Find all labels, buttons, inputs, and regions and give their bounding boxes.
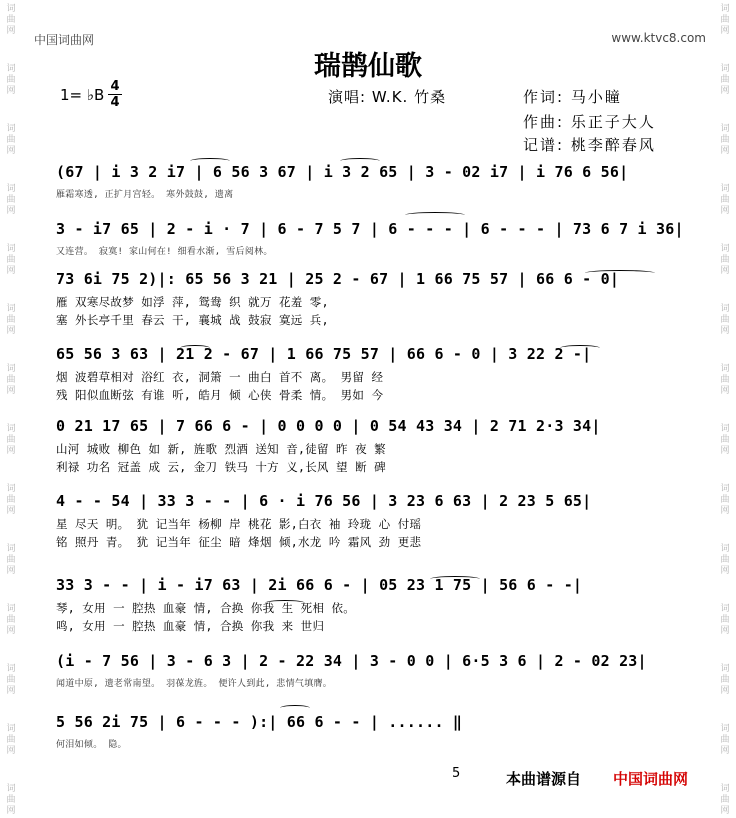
- watermark-char: 网: [6, 806, 16, 816]
- watermark-char: 词: [720, 664, 730, 674]
- lyric-line: 星 尽天 明。 犹 记当年 杨柳 岸 桃花 影,白衣 袖 玲珑 心 付瑶: [56, 517, 422, 531]
- slur-mark: [430, 576, 480, 582]
- watermark-char: 网: [720, 506, 730, 516]
- watermark-char: 曲: [720, 435, 730, 445]
- watermark-char: 网: [720, 266, 730, 276]
- time-signature: [108, 80, 122, 109]
- watermark-char: 曲: [6, 255, 16, 265]
- watermark-char: 网: [720, 626, 730, 636]
- watermark-char: 网: [720, 206, 730, 216]
- time-signature-bottom: 4: [110, 95, 120, 110]
- watermark-char: 网: [6, 626, 16, 636]
- watermark-char: 曲: [6, 435, 16, 445]
- watermark-char: 网: [720, 26, 730, 36]
- watermark-char: 词: [6, 124, 16, 134]
- watermark-char: 曲: [720, 795, 730, 805]
- watermark-char: 曲: [6, 15, 16, 25]
- watermark-char: 曲: [720, 555, 730, 565]
- watermark-char: 网: [720, 566, 730, 576]
- watermark-char: 曲: [720, 15, 730, 25]
- lyric-line: 闻道中原, 遗老常南望。 羽葆龙旌。 便许人到此, 悲情气填膺。: [56, 679, 333, 689]
- page-number: 5: [452, 766, 461, 781]
- watermark-char: 网: [6, 266, 16, 276]
- watermark-char: 词: [6, 64, 16, 74]
- watermark-char: 词: [720, 64, 730, 74]
- watermark-char: 网: [6, 26, 16, 36]
- watermark-char: 词: [6, 664, 16, 674]
- watermark-char: 词: [6, 724, 16, 734]
- watermark-char: 词: [6, 364, 16, 374]
- watermark-char: 词: [720, 424, 730, 434]
- site-url-right: www.ktvc8.com: [611, 31, 706, 45]
- source-site-link[interactable]: 中国词曲网: [613, 770, 689, 788]
- lyric-line: 铭 照丹 青。 犹 记当年 征尘 暗 烽烟 倾,水龙 吟 霜风 劲 更悲: [56, 535, 422, 549]
- score-notes-line: 3 - i7 65 | 2 - i · 7 | 6 - 7 5 7 | 6 - - - | 6 - - - | 73 6 7 i 36|: [56, 220, 684, 238]
- lyricist-credit: 作词: 马小瞳: [523, 88, 622, 106]
- lyric-line: 山河 城败 柳色 如 新, 旌歌 烈酒 送知 音,徒留 昨 夜 繁: [56, 442, 386, 456]
- watermark-char: 词: [6, 244, 16, 254]
- lyric-line: 雁霜寒透, 正扩月宫轻。 寒外鼓鼓, 遗离: [56, 190, 234, 200]
- watermark-char: 曲: [720, 195, 730, 205]
- source-label: 本曲谱源自: [506, 770, 582, 788]
- lyric-line: 琴, 女用 一 腔热 血豪 情, 合换 你我 生 死相 依。: [56, 601, 356, 615]
- watermark-char: 曲: [6, 195, 16, 205]
- watermark-char: 网: [6, 86, 16, 96]
- score-notes-line: 73 6i 75 2)|: 65 56 3 21 | 25 2 - 67 | 1 66 75 57 | 66 6 - 0|: [56, 270, 620, 288]
- slur-mark: [280, 705, 310, 711]
- watermark-char: 曲: [6, 75, 16, 85]
- watermark-char: 词: [720, 604, 730, 614]
- singer-credit: 演唱: W.K. 竹桑: [328, 88, 447, 106]
- lyric-line: 雁 双寒尽故梦 如浮 萍, 鸳鸯 织 就万 花羞 零,: [56, 295, 329, 309]
- slur-mark: [560, 345, 600, 351]
- watermark-char: 网: [6, 326, 16, 336]
- score-notes-line: 33 3 - - | i - i7 63 | 2i 66 6 - | 05 23 1 75 | 56 6 - -|: [56, 576, 583, 594]
- slur-mark: [405, 212, 465, 218]
- watermark-char: 网: [720, 86, 730, 96]
- watermark-char: 网: [720, 686, 730, 696]
- watermark-char: 曲: [720, 735, 730, 745]
- watermark-char: 网: [6, 386, 16, 396]
- watermark-char: 词: [720, 484, 730, 494]
- watermark-char: 曲: [6, 315, 16, 325]
- watermark-char: 曲: [720, 135, 730, 145]
- watermark-char: 网: [720, 446, 730, 456]
- lyric-line: 烟 波碧草相对 浴红 衣, 洞箫 一 曲白 首不 离。 男留 经: [56, 370, 384, 384]
- lyric-line: 又连营。 寂寞! 家山何在! 细看水渐, 雪后阅林。: [56, 247, 273, 257]
- watermark-char: 网: [6, 686, 16, 696]
- watermark-char: 词: [6, 604, 16, 614]
- watermark-char: 曲: [720, 615, 730, 625]
- watermark-char: 网: [720, 806, 730, 816]
- score-notes-line: 4 - - 54 | 33 3 - - | 6 · i 76 56 | 3 23 6 63 | 2 23 5 65|: [56, 492, 592, 510]
- right-watermark-strip: [714, 0, 736, 818]
- slur-mark: [585, 270, 655, 276]
- watermark-char: 网: [6, 206, 16, 216]
- lyric-line: 鸣, 女用 一 腔热 血豪 情, 合换 你我 来 世归: [56, 619, 325, 633]
- watermark-char: 网: [720, 146, 730, 156]
- watermark-char: 词: [720, 244, 730, 254]
- watermark-char: 词: [720, 4, 730, 14]
- watermark-char: 曲: [720, 75, 730, 85]
- watermark-char: 词: [720, 304, 730, 314]
- score-notes-line: 65 56 3 63 | 21 2 - 67 | 1 66 75 57 | 66 6 - 0 | 3 22 2 -|: [56, 345, 592, 363]
- watermark-char: 曲: [6, 495, 16, 505]
- composer-credit: 作曲: 乐正子大人: [523, 113, 656, 131]
- score-notes-line: 5 56 2i 75 | 6 - - - ):| 66 6 - - | ...... ‖: [56, 713, 463, 731]
- watermark-char: 词: [6, 4, 16, 14]
- score-notes-line: (i - 7 56 | 3 - 6 3 | 2 - 22 34 | 3 - 0 0 | 6·5 3 6 | 2 - 02 23|: [56, 652, 647, 670]
- watermark-char: 曲: [6, 555, 16, 565]
- watermark-char: 词: [6, 544, 16, 554]
- left-watermark-strip: [0, 0, 22, 818]
- watermark-char: 词: [6, 484, 16, 494]
- watermark-char: 网: [6, 146, 16, 156]
- watermark-char: 曲: [720, 495, 730, 505]
- watermark-char: 词: [720, 364, 730, 374]
- time-signature-top: 4: [110, 79, 120, 94]
- watermark-char: 曲: [6, 795, 16, 805]
- watermark-char: 词: [6, 424, 16, 434]
- key-signature: 1= ♭B: [60, 86, 105, 104]
- score-notes-line: 0 21 17 65 | 7 66 6 - | 0 0 0 0 | 0 54 43 34 | 2 71 2·3 34|: [56, 417, 601, 435]
- watermark-char: 曲: [6, 135, 16, 145]
- watermark-char: 曲: [720, 375, 730, 385]
- watermark-char: 曲: [720, 255, 730, 265]
- watermark-char: 词: [720, 124, 730, 134]
- watermark-char: 网: [6, 566, 16, 576]
- watermark-char: 曲: [720, 315, 730, 325]
- lyric-line: 塞 外长亭千里 春云 干, 襄城 战 鼓寂 寞远 兵,: [56, 313, 329, 327]
- song-title: 瑞鹊仙歌: [314, 51, 422, 82]
- watermark-char: 网: [720, 326, 730, 336]
- watermark-char: 词: [720, 184, 730, 194]
- watermark-char: 曲: [6, 675, 16, 685]
- watermark-char: 曲: [720, 675, 730, 685]
- lyric-line: 利禄 功名 冠盖 成 云, 金刀 铁马 十方 义,长风 望 断 碑: [56, 460, 386, 474]
- watermark-char: 曲: [6, 735, 16, 745]
- lyric-line: 残 阳似血断弦 有谁 听, 皓月 倾 心侠 骨柔 情。 男如 今: [56, 388, 384, 402]
- watermark-char: 网: [720, 386, 730, 396]
- watermark-char: 词: [720, 724, 730, 734]
- slur-mark: [265, 600, 305, 606]
- watermark-char: 词: [6, 784, 16, 794]
- score-notes-line: (67 | i 3 2 i7 | 6 56 3 67 | i 3 2 65 | 3 - 02 i7 | i 76 6 56|: [56, 163, 629, 181]
- lyric-line: 何泪如倾。 隐。: [56, 740, 127, 750]
- watermark-char: 词: [720, 544, 730, 554]
- watermark-char: 词: [720, 784, 730, 794]
- watermark-char: 曲: [6, 375, 16, 385]
- slur-mark: [340, 158, 380, 164]
- site-name-left: 中国词曲网: [34, 33, 95, 47]
- watermark-char: 曲: [6, 615, 16, 625]
- watermark-char: 网: [6, 746, 16, 756]
- slur-mark: [190, 158, 230, 164]
- transcriber-credit: 记谱: 桃李醉春风: [523, 136, 656, 154]
- watermark-char: 词: [6, 184, 16, 194]
- watermark-char: 词: [6, 304, 16, 314]
- slur-mark: [180, 345, 210, 351]
- watermark-char: 网: [6, 446, 16, 456]
- watermark-char: 网: [720, 746, 730, 756]
- watermark-char: 网: [6, 506, 16, 516]
